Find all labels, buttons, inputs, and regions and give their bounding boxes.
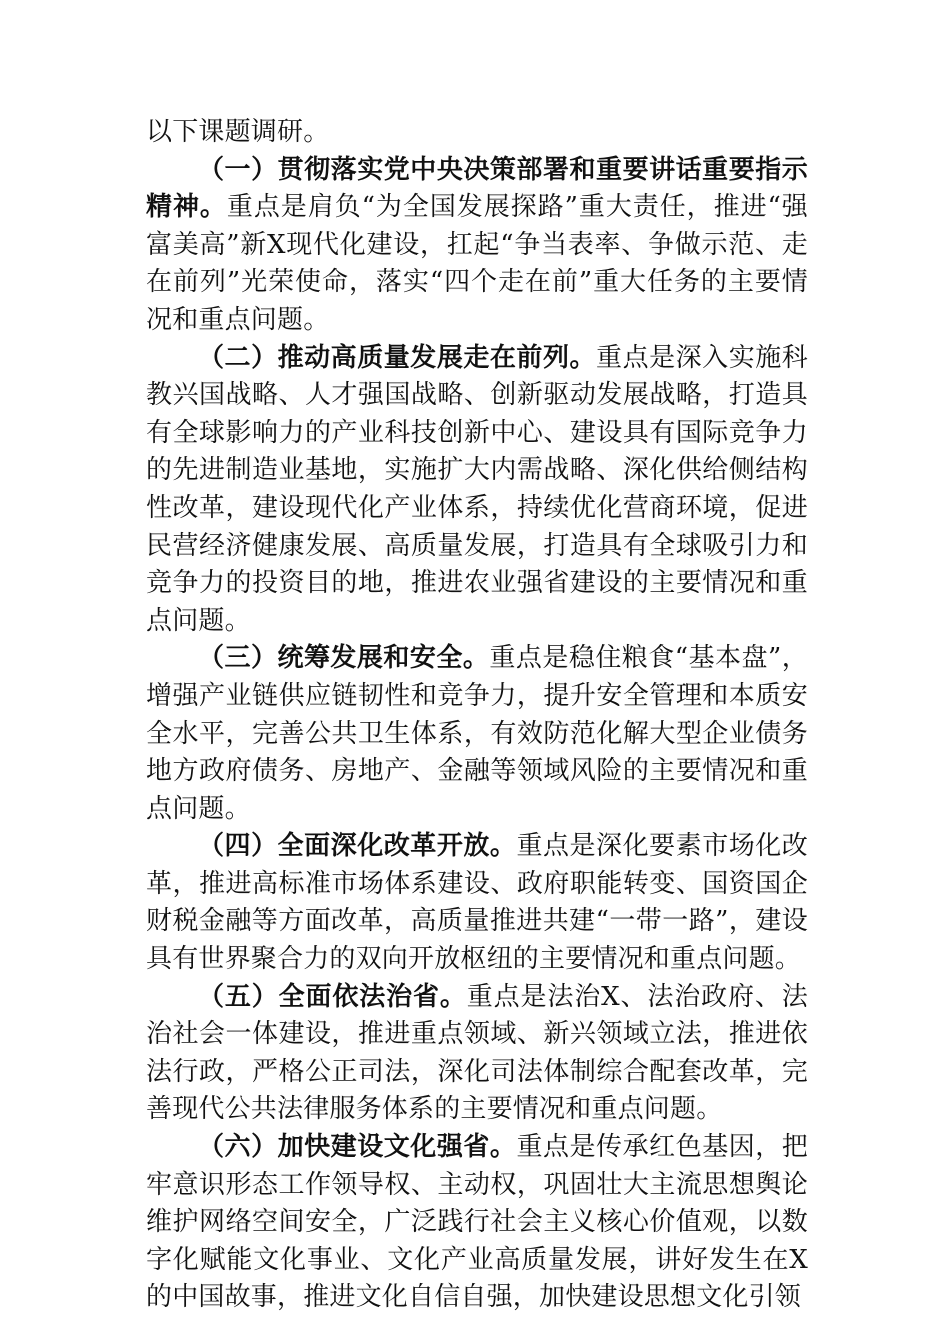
paragraph-intro xyxy=(146,114,808,152)
paragraph-section-5 xyxy=(146,979,808,1129)
paragraph-heading: （三）统筹发展和安全。 xyxy=(198,643,490,674)
paragraph-heading: （六）加快建设文化强省。 xyxy=(198,1132,517,1163)
paragraph-section-4 xyxy=(146,828,808,978)
paragraph-body: 重点是稳住粮食“基本盘”，增强产业链供应链韧性和竞争力，提升安全管理和本质安全水平，完善公共卫生体系，有效防范化解大型企业债务地方政府债务、房地产、金融等领域风险的主要情况和重点问题。 xyxy=(146,643,809,824)
paragraph-body: 以下课题调研。 xyxy=(146,117,330,147)
paragraph-body: 重点是肩负“为全国发展探路”重大责任，推进“强富美高”新X现代化建设，扛起“争当表率、争做示范、走在前列”光荣使命，落实“四个走在前”重大任务的主要情况和重点问题。 xyxy=(146,192,808,335)
paragraph-body: 重点是传承红色基因，把牢意识形态工作领导权、主动权，巩固壮大主流思想舆论维护网络空间安全，广泛践行社会主义核心价值观，以数字化赋能文化事业、文化产业高质量发展，讲好发生在X的中国故事，推进文化自信自强，加快建设思想文化引领 xyxy=(146,1132,808,1313)
paragraph-body: 重点是深化要素市场化改革，推进高标准市场体系建设、政府职能转变、国资国企财税金融等方面改革，高质量推进共建“一带一路”，建设具有世界聚合力的双向开放枢纽的主要情况和重点问题。 xyxy=(146,831,808,975)
paragraph-heading: （四）全面深化改革开放。 xyxy=(198,831,517,862)
paragraph-heading: （一）贯彻落实党中央决策部署和重要讲话重要指示精神。 xyxy=(146,154,808,223)
document-page xyxy=(146,114,808,1317)
paragraph-body: 重点是法治X、法治政府、法治社会一体建设，推进重点领域、新兴领域立法，推进依法行政，严格公正司法，深化司法体制综合配套改革，完善现代公共法律服务体系的主要情况和重点问题。 xyxy=(146,981,808,1125)
paragraph-body: 重点是深入实施科教兴国战略、人才强国战略、创新驱动发展战略，打造具有全球影响力的产业科技创新中心、建设具有国际竞争力的先进制造业基地，实施扩大内需战略、深化供给侧结构性改革，建设现代化产业体系，持续优化营商环境，促进民营经济健康发展、高质量发展，打造具有全球吸引力和竞争力的投资目的地，推进农业强省建设的主要情况和重点问题。 xyxy=(146,342,808,636)
paragraph-section-6 xyxy=(146,1129,808,1317)
paragraph-section-3 xyxy=(146,640,808,828)
paragraph-section-1 xyxy=(146,152,808,340)
paragraph-section-2 xyxy=(146,340,808,641)
paragraph-heading: （五）全面依法治省。 xyxy=(198,981,467,1012)
paragraph-heading: （二）推动高质量发展走在前列。 xyxy=(198,342,597,373)
